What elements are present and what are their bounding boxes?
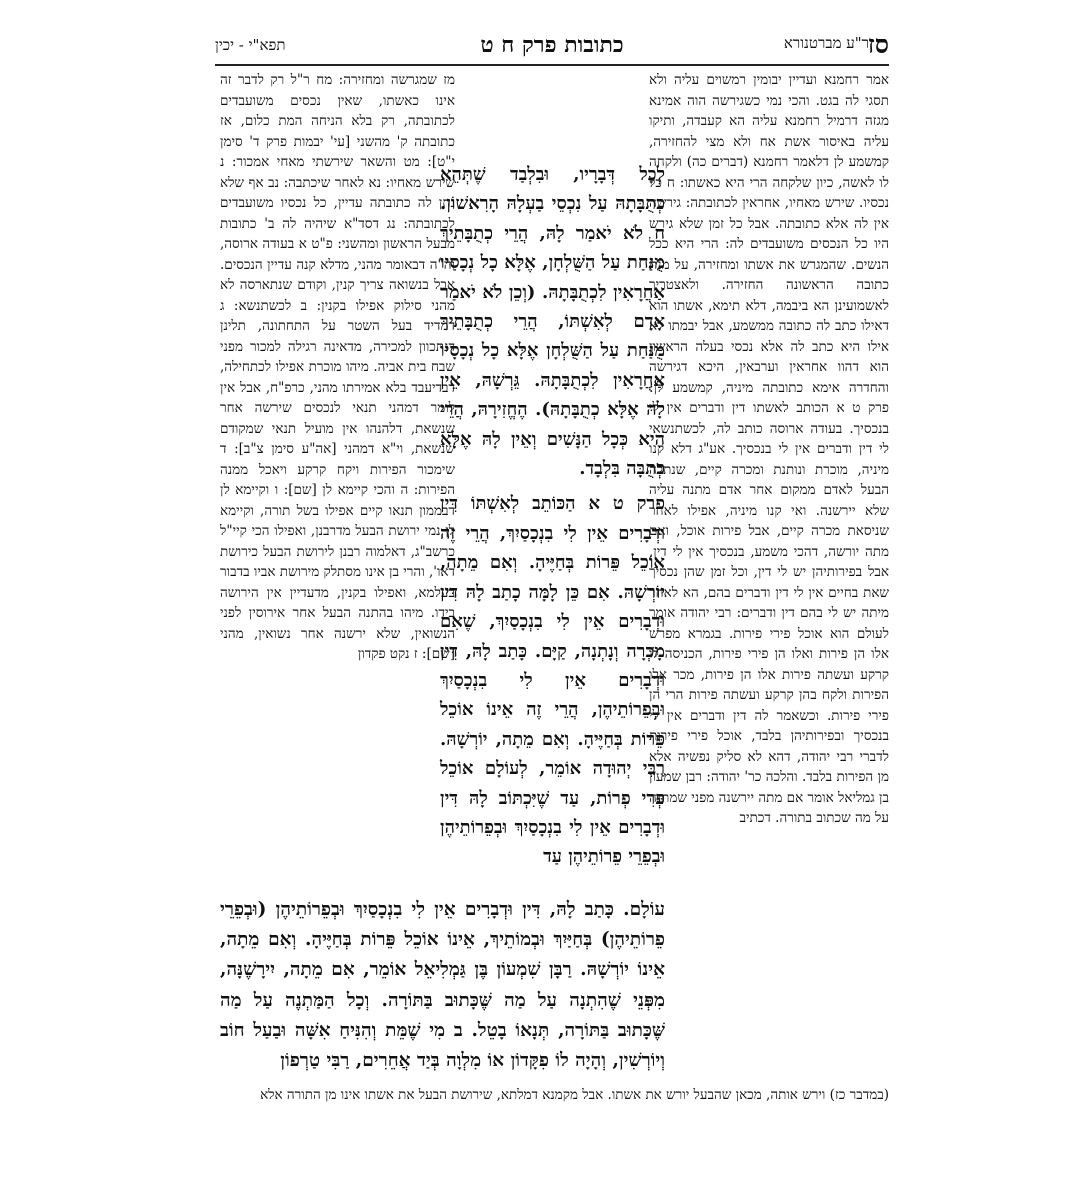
bartenura-label: ר"ע מברטנורא	[783, 34, 869, 52]
mishnah-column	[440, 160, 665, 878]
commentary-reference: תפא"י - יכין	[215, 36, 286, 54]
yachin-text: מז שמגרשה ומחזירה: מח ר"ל רק לדבר זה אינו כאשתו, שאין נכסים משועבדים לכתובתה, רק בלא הניחה המת כלום, אז כתובתה ק' מהשני [עי' יבמות פרק ד' סימן י"ט]: מט והשאר שירשתי מאחי אמכור: נ שירש מאחיו: נא לאחר שיכתבה: נב אף שלא נתן לה כתובתה עדיין, כל נכסיו משועבדים לכתובתה: נג דסד"א שיהיה לה ב' כתובות מבעל הראשון ומהשני: פ"ט א בעודה ארוסה, וה"ה דבאומר מהני, מדלא קנה עדיין הנכסים. אבל בנשואה צריך קנין, וקודם שנתארסה לא מהני סילוק אפילו בקנין: ב לכשתנשא: ג דמדיד בעל השטר על התחתונה, תלינן דנתכוון למכירה, מדאינה רגילה למכור מפני שבח בית אביה. מיהו מוכרת אפילו לכתחילה, דבדיעבד בלא אמירתו מהני, כרפ"ח, אבל אין לומר דמהני תנאי לנכסים שירשה אחר שנשאת, דלהנהו אין מועיל תנאי שמקודם שנשאת, וי"א דמהני [אה"ע סימן צ"ב]: ד שימכור הפירות ויקח קרקע ויאכל ממנה הפירות: ה והכי קיימא לן [שם]: ו וקיימא לן דבממון תנאו קיים אפילו בשל תורה, וקיימא לן נמי ירושת הבעל מדרבנן, ואפילו הכי קיי"ל כרשב"ג, דאלמוה רבנן לירושת הבעל כירושת דאו', והרי בן אינו מסתלק מירושת אביו בדבור בעלמא, ואפילו בקנין, מדעדיין אין הירושה בידו. מיהו בהתנה הבעל אחר אירוסין לפני הנשואין, שלא ירשנה אחר נשואין, מהני [שם]: ז נקט פקדון	[220, 72, 455, 662]
mishnah-seg2: פרק ט א הַכּוֹתֵב לְאִשְׁתּוֹ דִּין וּדְבָרִים אֵין לִי בִנְכָסַיִךְ, הֲרֵי זֶה אוֹכֵל פֵּרוֹת בְּחַיֶּיהָ. וְאִם מֵתָה, יוֹרְשָׁהּ. אִם כֵּן לָמָּה כָתַב לָהּ דִּין וּדְבָרִים אֵין לִי בִנְכָסַיִךְ, שֶׁאִם מָכְרָה וְנָתְנָה, קַיָּם. כָּתַב לָהּ, דִּין וּדְבָרִים אֵין לִי בִנְכָסַיִךְ וּבְפֵרוֹתֵיהֶן, הֲרֵי זֶה אֵינוֹ אוֹכֵל פֵּרוֹת בְּחַיֶּיהָ. וְאִם מֵתָה, יוֹרְשָׁהּ. רַבִּי יְהוּדָה אוֹמֵר, לְעוֹלָם אוֹכֵל פְּרִי פְרוֹת, עַד שֶׁיִּכְתּוֹב לָהּ דִּין וּדְבָרִים אֵין לִי בִנְכָסַיִךְ וּבְפֵרוֹתֵיהֶן וּבְפֵרֵי פֵרוֹתֵיהֶן עַד	[440, 493, 665, 868]
footnote-text: (במדבר כז) וירש אותה, מכאן שהבעל יורש את אשתו. אבל מקמנא דמלתא, שירושת הבעל את אשתו אינו מן התורה אלא	[260, 1087, 889, 1103]
header-rule	[215, 64, 889, 66]
mishnah-bottom	[220, 895, 665, 1076]
footnote-line	[215, 1085, 889, 1105]
mishnah-seg1: לְכָל דְּבָרָיו, וּבִלְבַד שֶׁתְּהֵא כְתֻבָּתָהּ עַל נִכְסֵי בַעְלָהּ הָרִאשׁוֹן. ח לֹא יֹאמַר לָהּ, הֲרֵי כְתֻבָּתֵיךְ מֻנַּחַת עַל הַשֻּׁלְחָן, אֶלָּא כָל נְכָסַיו אַחֲרָאִין לִכְתֻבָּתָהּ. (וְכֵן לֹא יֹאמַר אָדָם לְאִשְׁתּוֹ, הֲרֵי כְתֻבָּתֵיךְ מֻנַּחַת עַל הַשֻּׁלְחָן אֶלָּא כָל נְכָסָיו אַחֲרָאִין לִכְתֻבָּתָהּ. גֵּרְשָׁהּ, אֵין לָהּ אֶלָּא כְתֻבָּתָהּ). הֶחֱזִירָהּ, הֲרֵי הִיא כְּכָל הַנָּשִׁים וְאֵין לָהּ אֶלָּא כְתֻבָּה בִּלְבָד.	[440, 164, 665, 480]
bartenura-column	[649, 70, 889, 829]
mishnah-seg3: עוֹלָם. כָּתַב לָהּ, דִּין וּדְבָרִים אֵין לִי בִנְכָסַיִךְ וּבְפֵרוֹתֵיהֶן (וּבְפֵרֵי פֵרוֹתֵיהֶן) בְּחַיַּיִךְ וּבְמוֹתֵיךְ, אֵינוֹ אוֹכֵל פֵּרוֹת בְּחַיֶּיהָ. וְאִם מֵתָה, אֵינוֹ יוֹרְשָׁהּ. רַבָּן שִׁמְעוֹן בֶּן גַּמְלִיאֵל אוֹמֵר, אִם מֵתָה, יִירָשֶׁנָּה, מִפְּנֵי שֶׁהִתְנָה עַל מַה שֶּׁכָּתוּב בַּתּוֹרָה. וְכָל הַמַּתְנֶה עַל מַה שֶּׁכָּתוּב בַּתּוֹרָה, תְּנָאוֹ בָטֵל. ב מִי שֶׁמֵּת וְהִנִּיחַ אִשָּׁה וּבַעַל חוֹב וְיוֹרְשִׁין, וְהָיָה לוֹ פִקָּדוֹן אוֹ מִלְוָה בְּיַד אֲחֵרִים, רַבִּי טַרְפוֹן	[220, 899, 665, 1072]
yachin-column	[220, 70, 455, 665]
bartenura-text: אמר רחמנא ועדיין יבומין רמשוים עליה ולא תסגי לה בגט. והכי נמי כשגירשה הוה אמינא מגזה דרמיל רחמנא עליה הא קעבדה, ותיקו עליה באיסור אשת אח ולא מצי להחזירה, קמשמע לן דלאמר רחמנא (דברים כה) ולקחה לו לאשה, כיון שלקחה הרי היא כאשתו: ח כל נכסיו. שירש מאחיו, אחראין לכתובתה: גירשה אין לה אלא כתובתה. אבל כל זמן שלא גירש היו כל הנכסים משועבדים לה: הרי היא ככל הנשים. שהמגרש את אשתו ומחזירה, על מנת כתובה הראשונה החזירה. ולאצטריך לאשמועינן הא ביבמה, דלא תימא, אשתו הוא דאילו כתב לה כתובה ממשמע, אבל יבמתו לא אילו היא כתב לה אלא נכסי בעלה הראשון הוא דהוו אחראין וערבאין, היכא דגירשה והחדרה אימא כתובתה מיניה, קמשמע לן: פרק ט א הכותב לאשתו דין ודברים אין לי בנכסיך. בעודה ארוסה כותב לה, לכשתנשאי לי דין ודברים אין לי בנכסיך. אע"ג דלא קנו מיניה, מוכרת ונותנת ומכרה קיים, שנתלה הבעל לאדם ממקום אחר אדם מתנה עליה שלא יירשנה. ואי קנו מיניה, אפילו לאחר שניסאת מכרה קיים, אבל פירות אוכל, ואם מתה יורשה, דהכי משמע, בנכסיך אין לי דין, אבל בפירותיהן יש לי דין, וכל זמן שהן נכסיך שאת בחיים אין לי דין ודברים בהם, הא לאחר מיתה יש לי בהם דין ודברים: רבי יהודה אומר לעולם הוא אוכל פירי פירות. בגמרא מפרש אלו הן פירות ואלו הן פירי פירות, הכניסה לו קרקע ועשתה פירות אלו הן פירות, מכר אלו הפירות ולקח בהן קרקע ועשתה פירות הרי הן פירי פירות. וכשאמר לה דין ודברים אין לי בנכסיך ובפירותיהן בלבד, אוכל פירי פירות לדברי רבי יהודה, דהא לא סליק נפשיה אלא מן הפירות בלבד. והלכה כר' יהודה: רבן שמעון בן גמליאל אומר אם מתה יירשנה מפני שמתנה על מה שכתוב בתורה. דכתיב	[649, 72, 889, 826]
page-number: סז	[867, 30, 889, 59]
page-title: כתובות פרק ח ט	[480, 32, 624, 58]
